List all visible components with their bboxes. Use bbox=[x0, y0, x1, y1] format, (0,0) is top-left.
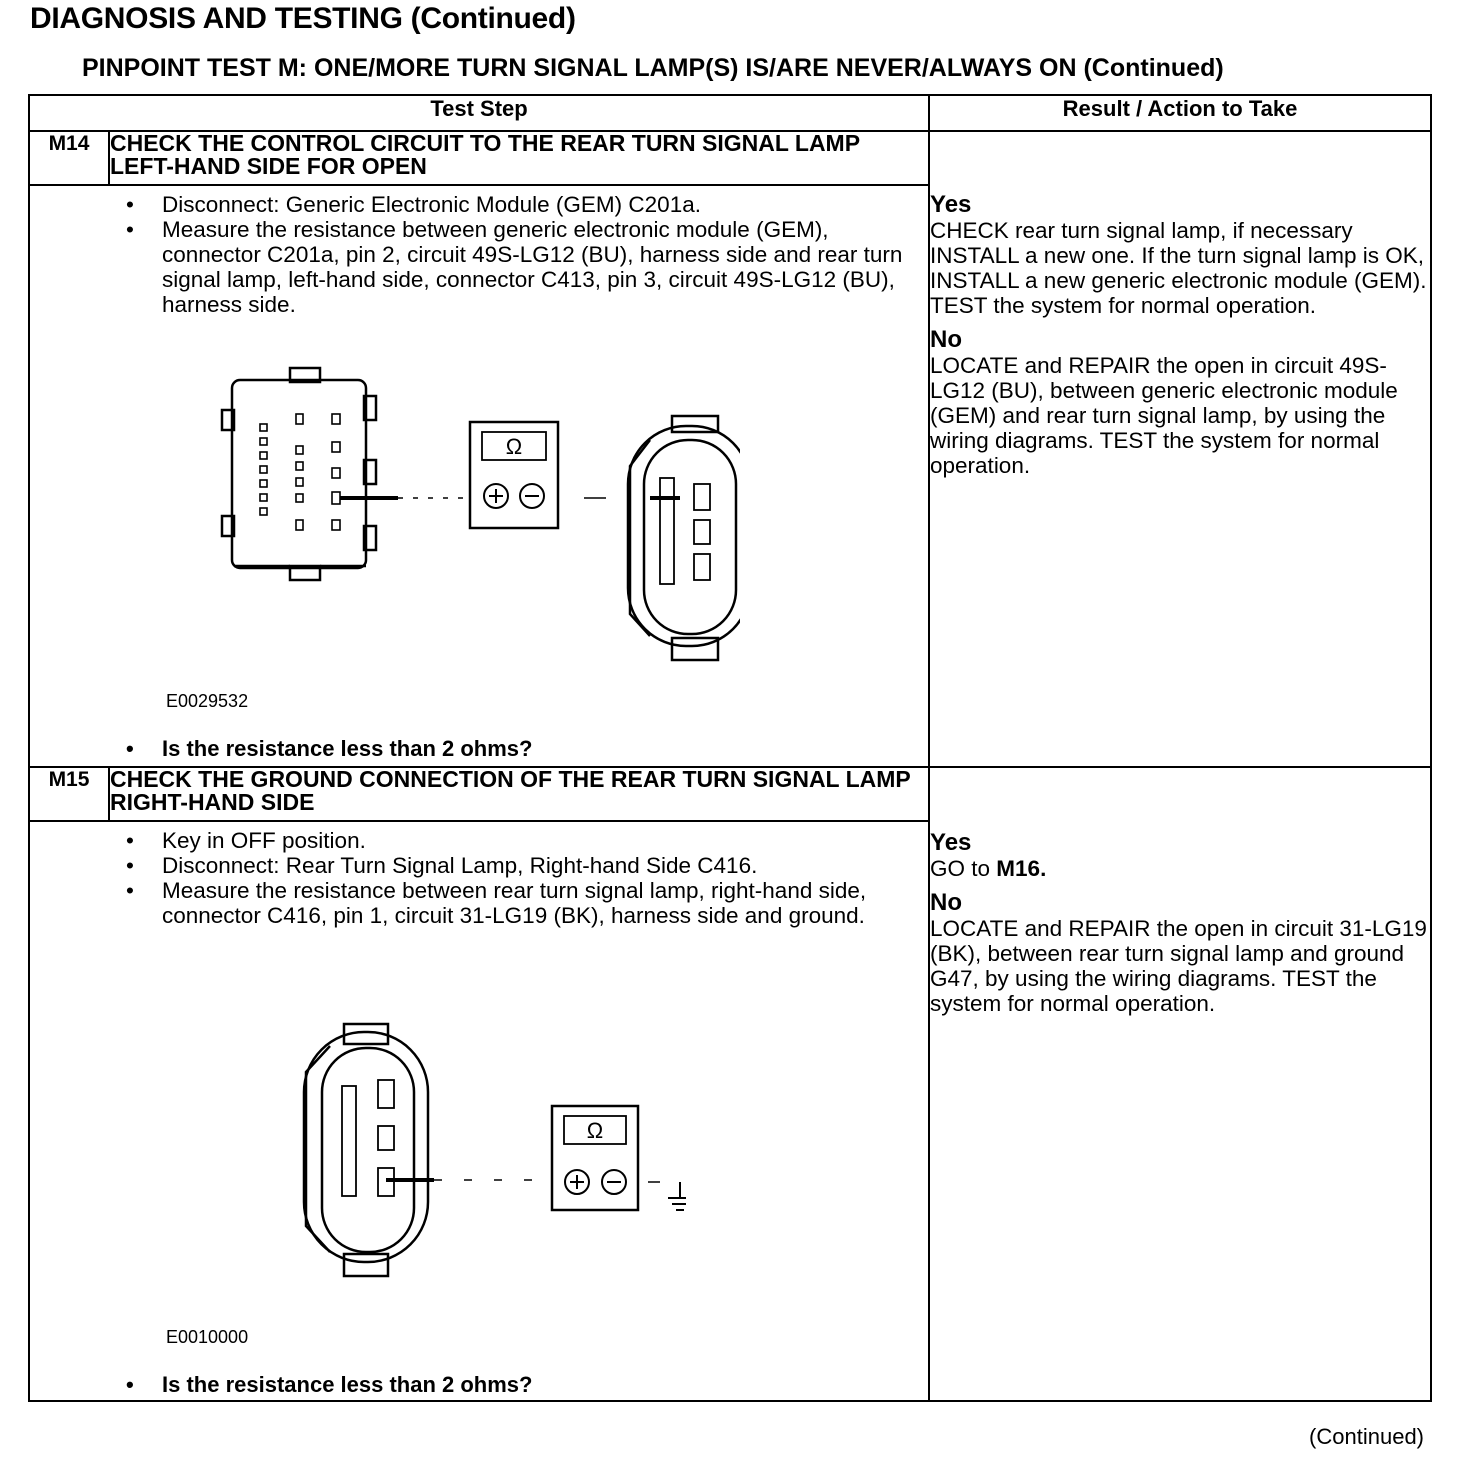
list-item: • Measure the resistance between generic electronic module (GEM), connector C201a, pin 2, circuit 49S-LG12 (BU), harness side and rear turn signal lamp, left-hand side, connector C413, pin 3, circuit 49S-LG12 (BU), harness side. bbox=[162, 217, 928, 317]
lamp-connector-c413 bbox=[628, 416, 740, 660]
list-item: • Disconnect: Rear Turn Signal Lamp, Right-hand Side C416. bbox=[162, 853, 928, 878]
list-item: • Disconnect: Generic Electronic Module (GEM) C201a. bbox=[162, 192, 928, 217]
continued-note: (Continued) bbox=[1309, 1424, 1424, 1449]
result-cell-m15 bbox=[929, 767, 1431, 1401]
pinpoint-test-title: PINPOINT TEST M: ONE/MORE TURN SIGNAL LAMP(S) IS/ARE NEVER/ALWAYS ON (Continued) bbox=[82, 54, 1224, 82]
step-instructions-m15 bbox=[30, 828, 928, 928]
gem-connector-c201a bbox=[222, 368, 398, 580]
ohmmeter bbox=[552, 1106, 638, 1210]
result-no-label: No bbox=[930, 889, 963, 916]
result-yes-text: CHECK rear turn signal lamp, if necessary INSTALL a new one. If the turn signal lamp is OK, INSTALL a new generic electronic module (GEM). TEST the system for normal operation. bbox=[930, 218, 1427, 318]
result-no-text: LOCATE and REPAIR the open in circuit 49S-LG12 (BU), between generic electronic module (GEM) and rear turn signal lamp, by using the wiring diagrams. TEST the system for normal operation. bbox=[930, 353, 1398, 478]
step-body-m15 bbox=[29, 821, 929, 1401]
result-cell-m14 bbox=[929, 131, 1431, 767]
ground-icon bbox=[668, 1182, 686, 1210]
goto-step-link: M16. bbox=[996, 856, 1047, 881]
column-header-result: Result / Action to Take bbox=[929, 95, 1431, 131]
step-id-m14: M14 bbox=[29, 131, 109, 185]
figure-code-m14: E0029532 bbox=[166, 691, 249, 711]
step-id-m15: M15 bbox=[29, 767, 109, 821]
step-question-m14: • Is the resistance less than 2 ohms? bbox=[162, 736, 532, 762]
result-yes-text: GO to M16. bbox=[930, 856, 1047, 881]
step-body-m14 bbox=[29, 185, 929, 767]
column-header-test-step: Test Step bbox=[29, 95, 929, 131]
step-heading-m15: CHECK THE GROUND CONNECTION OF THE REAR TURN SIGNAL LAMP RIGHT-HAND SIDE bbox=[109, 767, 929, 821]
m15-connector-diagram bbox=[266, 1022, 686, 1282]
ohm-icon: Ω bbox=[505, 434, 523, 459]
step-heading-m14: CHECK THE CONTROL CIRCUIT TO THE REAR TURN SIGNAL LAMP LEFT-HAND SIDE FOR OPEN bbox=[109, 131, 929, 185]
list-item: • Key in OFF position. bbox=[162, 828, 928, 853]
ohmmeter bbox=[470, 422, 558, 528]
page-title: DIAGNOSIS AND TESTING (Continued) bbox=[30, 2, 576, 35]
result-no-label: No bbox=[930, 326, 963, 353]
result-yes-label: Yes bbox=[930, 829, 972, 856]
figure-code-m15: E0010000 bbox=[166, 1327, 249, 1347]
pinpoint-test-table bbox=[28, 94, 1432, 1402]
result-no-text: LOCATE and REPAIR the open in circuit 31-LG19 (BK), between rear turn signal lamp and ground G47, by using the wiring diagrams. TEST the system for normal operation. bbox=[930, 916, 1427, 1016]
list-item: • Measure the resistance between rear turn signal lamp, right-hand side, connector C416, pin 1, circuit 31-LG19 (BK), harness side and ground. bbox=[162, 878, 928, 928]
result-yes-label: Yes bbox=[930, 191, 972, 218]
ohm-icon: Ω bbox=[586, 1118, 604, 1143]
step-question-m15: • Is the resistance less than 2 ohms? bbox=[162, 1372, 532, 1398]
m14-connector-diagram bbox=[220, 366, 740, 676]
lamp-connector-c416 bbox=[304, 1024, 434, 1276]
step-instructions-m14 bbox=[30, 192, 928, 317]
